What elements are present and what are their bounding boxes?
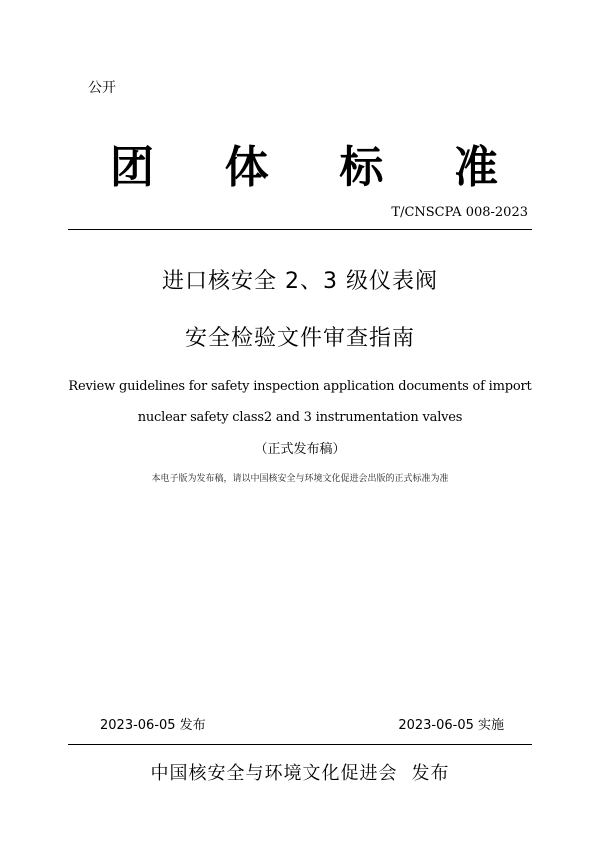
implement-date: 2023-06-05 实施: [398, 718, 504, 733]
standard-number: T/CNSCPA 008-2023: [391, 205, 528, 220]
top-divider: [68, 229, 532, 230]
english-title-line-2: nuclear safety class2 and 3 instrumentation valves: [137, 410, 463, 425]
chinese-title-line-2: 安全检验文件审查指南: [184, 326, 415, 351]
disclaimer-note: 本电子版为发布稿，请以中国核安全与环境文化促进会出版的正式标准为准: [151, 474, 449, 484]
disclosure-label: 公开: [88, 80, 116, 96]
title-char: 准: [453, 142, 498, 193]
publisher-name: 中国核安全与环境文化促进会: [150, 763, 398, 784]
bottom-divider: [68, 744, 532, 745]
publish-date: 2023-06-05 发布: [100, 718, 206, 733]
document-type-title: [104, 140, 504, 196]
publisher-action: 发布: [411, 763, 450, 784]
chinese-title-line-1: 进口核安全 2、3 级仪表阀: [162, 269, 438, 294]
publisher-line: [0, 762, 600, 786]
english-title-line-1: Review guidelines for safety inspection application documents of import: [68, 379, 532, 394]
title-char: 体: [224, 142, 269, 193]
draft-status: （正式发布稿）: [254, 442, 346, 457]
title-char: 团: [110, 142, 154, 193]
title-char: 标: [339, 142, 384, 193]
